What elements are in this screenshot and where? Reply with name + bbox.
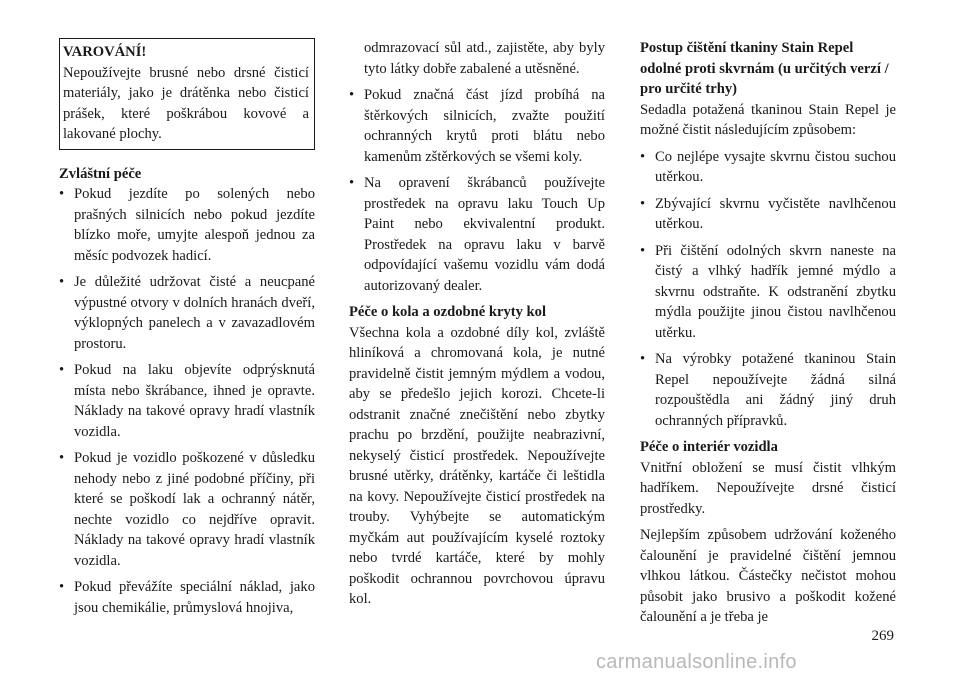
list-item: • Pokud na laku objevíte odprýsknutá místa nebo škrábance, ihned je opravte. Náklady na takové opravy hradí vlastník vozidla. <box>59 362 315 440</box>
section-heading-wheels: Péče o kola a ozdobné kryty kol <box>349 304 547 320</box>
column-right <box>640 38 896 634</box>
bullet-icon: • <box>59 274 65 290</box>
list-item: • Pokud převážíte speciální náklad, jako jsou chemikálie, průmyslová hnojiva, <box>59 579 315 616</box>
list-item: • Zbývající skvrnu vyčistěte navlhčenou utěrkou. <box>640 195 896 232</box>
column-left <box>59 38 315 624</box>
bullet-icon: • <box>59 186 65 202</box>
interior-paragraph-1: Vnitřní obložení se musí čistit vlhkým hadříkem. Nepoužívejte drsné čisticí prostředky. <box>640 459 896 517</box>
bullet-icon: • <box>59 579 65 595</box>
section-heading-stain-repel: Postup čištění tkaniny Stain Repel odolné proti skvrnám (u určitých verzí / pro určité trhy) <box>640 40 889 97</box>
bullet-icon: • <box>640 351 646 367</box>
list-item-continuation: odmrazovací sůl atd., zajistěte, aby byly tyto látky dobře zabalené a utěsněné. <box>364 40 605 77</box>
list-item: • Při čištění odolných skvrn naneste na čistý a vlhký hadřík jemné mýdlo a skvrnu odstraňte. K odstranění zbytku mýdla použijte jinou čistou navlhčenou utěrku. <box>640 242 896 341</box>
warning-title: VAROVÁNÍ! <box>63 44 147 60</box>
list-item: • Na opravení škrábanců používejte prostředek na opravu laku Touch Up Paint nebo ekvivalentní produkt. Prostředek na opravu laku v barvě odpovídající vašemu vozidlu vám dodá autorizovaný dealer. <box>349 175 605 294</box>
bullet-icon: • <box>59 450 65 466</box>
column-middle <box>349 38 605 616</box>
list-item: • Pokud jezdíte po solených nebo prašných silnicích nebo pokud jezdíte blízko moře, umyjte alespoň jednou za měsíc podvozek hadicí. <box>59 186 315 264</box>
bullet-icon: • <box>59 362 65 378</box>
list-item: • Co nejlépe vysajte skvrnu čistou suchou utěrkou. <box>640 148 896 185</box>
section-heading-special-care: Zvláštní péče <box>59 165 142 182</box>
special-care-list <box>59 184 315 618</box>
warning-box <box>59 38 315 150</box>
list-item: • Na výrobky potažené tkaninou Stain Repel nepoužívejte žádná silná rozpouštědla ani žádný jiný druh ochranných přípravků. <box>640 351 896 429</box>
interior-paragraph-2: Nejlepším způsobem udržování koženého čalounění je pravidelné čištění jemnou vlhkou látkou. Částečky nečistot mohou působit jako brusivo a poškodit kožené čalounění a je třeba je <box>640 527 896 625</box>
warning-text: Nepoužívejte brusné nebo drsné čisticí materiály, jako je drátěnka nebo čisticí prášek, které poškrábou kovové a lakované plochy. <box>63 64 309 142</box>
watermark-text: carmanualsonline.info <box>596 651 797 673</box>
wheels-paragraph: Všechna kola a ozdobné díly kol, zvláště hliníková a chromovaná kola, je nutné pravidelně čistit jemným mýdlem a vodou, aby se předešlo jejich korozi. Chcete-li odstranit značné znečištění nebo zbytky prachu po brzdění, použijte neabrazivní, nekyselý čisticí prostředek. Nepoužívejte brusné utěrky, drátěnky, kartáče či leštidla na kovy. Nepoužívejte čisticí prostředek na trouby. Vyhýbejte se automatickým myčkám aut používajícím kyselé roztoky nebo tvrdé kartáče, které by mohly poškodit ochrannou povrchovou úpravu kol. <box>349 324 605 607</box>
page-number: 269 <box>871 628 894 644</box>
stain-repel-intro: Sedadla potažená tkaninou Stain Repel je možné čistit následujícím způsobem: <box>640 101 896 138</box>
bullet-icon: • <box>349 175 355 191</box>
list-item: • Pokud značná část jízd probíhá na štěrkových silnicích, zvažte použití ochranných krytů proti blátu nebo kamenům zštěrkových se všemi koly. <box>349 87 605 165</box>
bullet-icon: • <box>640 148 646 165</box>
bullet-icon: • <box>349 87 355 103</box>
bullet-icon: • <box>640 195 646 212</box>
section-heading-interior: Péče o interiér vozidla <box>640 439 778 455</box>
special-care-list-continued <box>349 85 605 296</box>
stain-repel-list <box>640 147 896 432</box>
bullet-icon: • <box>640 242 646 259</box>
list-item: • Je důležité udržovat čisté a neucpané výpustné otvory v dolních hranách dveří, výklopných panelech a v zavazadlovém prostoru. <box>59 274 315 352</box>
list-item: • Pokud je vozidlo poškozené v důsledku nehody nebo z jiné podobné příčiny, při které se poškodí lak a ochranný nátěr, nechte vozidlo co nejdříve opravit. Náklady na takové opravy hradí vlastník vozidla. <box>59 450 315 569</box>
